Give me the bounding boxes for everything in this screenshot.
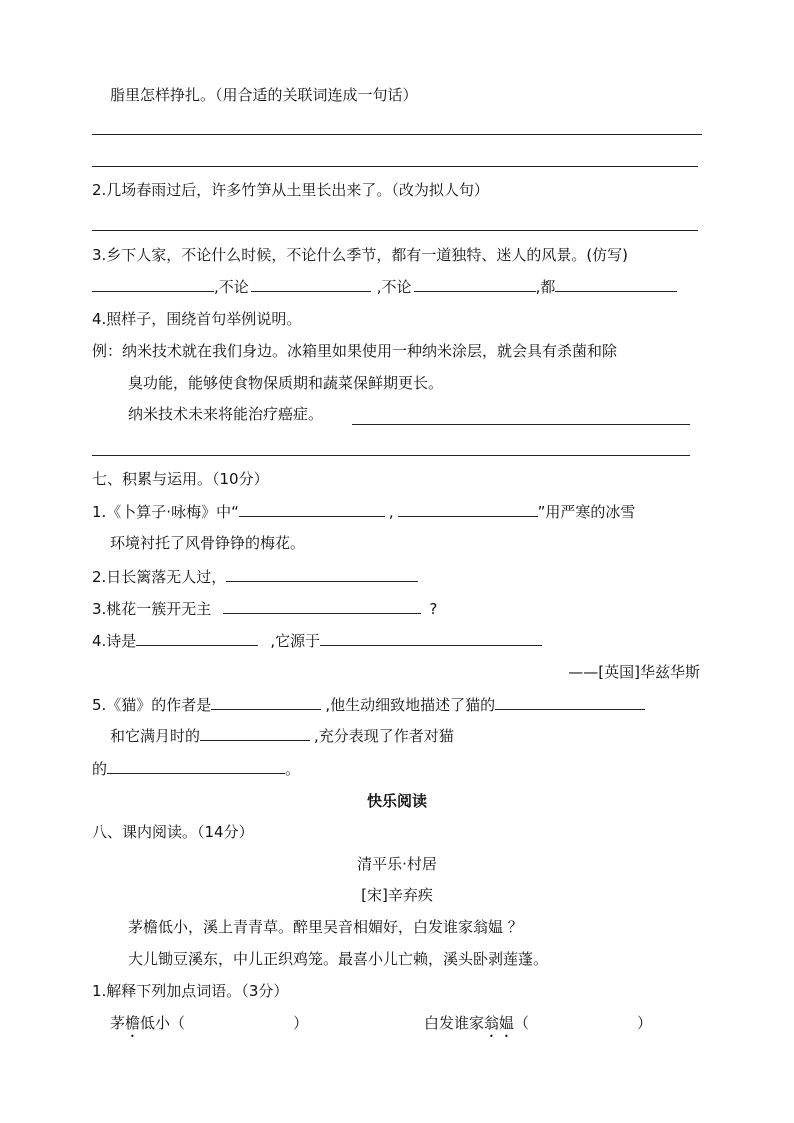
q7-item4-mid: ,它源于 — [270, 632, 321, 650]
answer-line[interactable] — [92, 166, 698, 167]
poem-line-2: 大儿锄豆溪东，中儿正织鸡笼。最喜小儿亡赖，溪头卧剥莲蓬。 — [128, 950, 549, 968]
period: 。 — [285, 760, 301, 778]
fill-word: ,不论 — [214, 278, 249, 296]
answer-line[interactable] — [92, 455, 690, 456]
fill-blank[interactable] — [239, 501, 385, 517]
q7-item5-line2 — [110, 725, 454, 746]
poem-title: 清平乐·村居 — [357, 855, 437, 873]
q7-item5-line3 — [92, 758, 300, 779]
fill-blank[interactable] — [92, 276, 214, 292]
q7-item4 — [92, 630, 542, 651]
q7-item5-text3: ,充分表现了作者对猫 — [314, 727, 454, 745]
section-title: 快乐阅读 — [366, 792, 427, 810]
q7-item5-text: 5.《猫》的作者是 — [92, 696, 212, 714]
fill-blank[interactable] — [398, 501, 538, 517]
paren-close: ） — [293, 1014, 309, 1032]
q7-item4-text: 4.诗是 — [92, 632, 137, 650]
answer-line[interactable] — [92, 134, 702, 135]
example-line-1: 例：纳米技术就在我们身边。冰箱里如果使用一种纳米涂层，就会具有杀菌和除 — [92, 342, 618, 360]
fill-blank[interactable] — [226, 566, 418, 582]
q7-item5 — [92, 694, 645, 715]
q8-item1: 1.解释下列加点词语。（3分） — [92, 982, 289, 1000]
fill-word: ,都 — [535, 278, 556, 296]
fill-blank[interactable] — [414, 276, 536, 292]
poem-author: [宋]辛弃疾 — [361, 886, 433, 904]
q6-item3-fill-row — [92, 276, 677, 297]
q8-heading: 八、课内阅读。（14分） — [92, 823, 254, 841]
q6-item3: 3.乡下人家，不论什么时候，不论什么季节，都有一道独特、迷人的风景。(仿写) — [92, 246, 629, 264]
question-mark: ? — [429, 600, 438, 618]
prompt-sentence: 纳米技术未来将能治疗癌症。 — [128, 405, 324, 423]
q7-item2-text: 2.日长篱落无人过， — [92, 568, 227, 586]
term-text: 茅 — [110, 1014, 126, 1032]
comma: , — [388, 503, 394, 521]
fill-blank[interactable] — [211, 694, 321, 710]
dotted-word: 檐 — [125, 1014, 141, 1032]
answer-line[interactable] — [352, 424, 690, 425]
q7-item1 — [92, 501, 635, 522]
q7-item1-continuation: 环境衬托了风骨铮铮的梅花。 — [110, 534, 306, 552]
fill-blank[interactable] — [136, 630, 258, 646]
fill-blank[interactable] — [495, 694, 645, 710]
fill-word: ,不论 — [376, 278, 412, 296]
q7-item1-tail: ”用严寒的冰雪 — [537, 503, 636, 521]
quote-attribution: ——[英国]华兹华斯 — [568, 663, 700, 681]
q6-item4: 4.照样子，围绕首句举例说明。 — [92, 310, 302, 328]
q6-item1-continuation: 脂里怎样挣扎。（用合适的关联词连成一句话） — [110, 86, 418, 104]
fill-blank[interactable] — [555, 276, 677, 292]
answer-line[interactable] — [92, 230, 698, 231]
fill-blank[interactable] — [320, 630, 542, 646]
paren-open: （ — [514, 1014, 530, 1032]
term-text: 白发谁家 — [424, 1014, 485, 1032]
q7-item5-mid: ,他生动细致地描述了猫的 — [325, 696, 496, 714]
q8-term1 — [110, 1013, 308, 1041]
q7-heading: 七、积累与运用。（10分） — [92, 470, 269, 488]
fill-blank[interactable] — [251, 276, 371, 292]
example-line-2: 臭功能，能够使食物保质期和蔬菜保鲜期更长。 — [128, 374, 444, 392]
fill-blank[interactable] — [223, 598, 421, 614]
poem-line-1: 茅檐低小，溪上青青草。醉里吴音相媚好，白发谁家翁媪 ？ — [128, 918, 523, 936]
q7-item2 — [92, 566, 418, 587]
dotted-word: 翁媪 — [484, 1014, 515, 1032]
fill-blank[interactable] — [107, 758, 285, 774]
q7-item3-text: 3.桃花一簇开无主 — [92, 600, 212, 618]
q7-item3 — [92, 598, 437, 619]
term-text: 低小 — [140, 1014, 171, 1032]
q7-item1-text: 1.《卜算子·咏梅》中“ — [92, 503, 239, 521]
q7-item5-text4: 的 — [92, 760, 108, 778]
paren-open: （ — [170, 1014, 186, 1032]
q8-term2 — [424, 1013, 652, 1041]
fill-blank[interactable] — [200, 725, 310, 741]
paren-close: ） — [637, 1014, 653, 1032]
q7-item5-text2: 和它满月时的 — [110, 727, 201, 745]
q6-item2: 2.几场春雨过后，许多竹笋从土里长出来了。（改为拟人句） — [92, 181, 489, 199]
